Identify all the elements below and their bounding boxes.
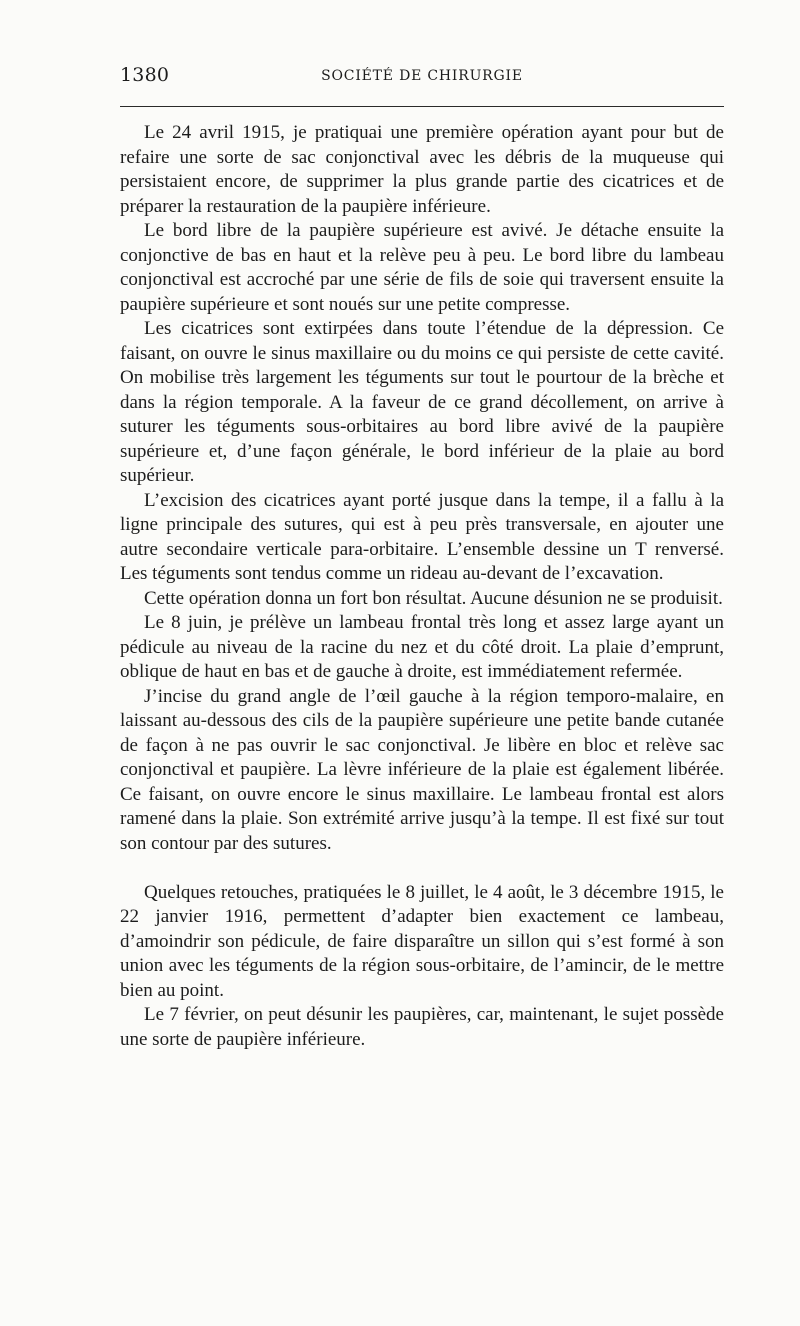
paragraph-7: J’incise du grand angle de l’œil gauche à la région temporo-malaire, en laissant au-dessous des cils de la paupière supérieure une petite bande cutanée de façon à ne pas ouvrir le sac conjonctival. Je libère en bloc et relève sac conjonctival et paupière. La lèvre inférieure de la plaie est également libérée. Ce faisant, on ouvre encore le sinus maxillaire. Le lambeau frontal est alors ramené dans la plaie. Son extrémité arrive jusqu’à la tempe. Il est fixé sur tout son contour par des sutures.	[120, 685, 724, 854]
paragraph-8: Quelques retouches, pratiquées le 8 juillet, le 4 août, le 3 décembre 1915, le 22 janvier 1916, permettent d’adapter bien exactement ce lambeau, d’amoindrir son pédicule, de faire disparaître un sillon qui s’est formé à son union avec les téguments de la région sous-orbitaire, de l’amincir, de le mettre bien au point.	[120, 881, 724, 1001]
paragraph-9: Le 7 février, on peut désunir les paupières, car, maintenant, le sujet possède une sorte de paupière inférieure.	[120, 1004, 724, 1050]
paragraph-4: L’excision des cicatrices ayant porté jusque dans la tempe, il a fallu à la ligne principale des sutures, qui est à peu près transversale, en ajouter une autre secondaire verticale para-orbitaire. L’ensemble dessine un T renversé. Les téguments sont tendus comme un rideau au-devant de l’excavation.	[120, 489, 724, 584]
running-head: SOCIÉTÉ DE CHIRURGIE	[321, 68, 523, 84]
paragraph-1: Le 24 avril 1915, je pratiquai une première opération ayant pour but de refaire une sorte de sac conjonctival avec les débris de la muqueuse qui persistaient encore, de supprimer la plus grande partie des cicatrices et de préparer la restauration de la paupière inférieure.	[120, 122, 724, 217]
page-number: 1380	[120, 64, 170, 86]
page-header	[120, 64, 724, 98]
paragraph-6: Le 8 juin, je prélève un lambeau frontal très long et assez large ayant un pédicule au niveau de la racine du nez et du côté droit. La plaie d’emprunt, oblique de haut en bas et de gauche à droite, est immédiatement refermée.	[120, 612, 724, 682]
paragraph-3: Les cicatrices sont extirpées dans toute l’étendue de la dépression. Ce faisant, on ouvre le sinus maxillaire ou du moins ce qui persiste de cette cavité. On mobilise très largement les téguments sur tout le pourtour de la brèche et dans la région temporale. A la faveur de ce grand décollement, on arrive à suturer les téguments sous-orbitaires au bord libre avivé de la paupière supérieure et, d’une façon générale, le bord inférieur de la plaie au bord supérieur.	[120, 318, 724, 486]
paragraph-2: Le bord libre de la paupière supérieure est avivé. Je détache ensuite la conjonctive de bas en haut et la relève peu à peu. Le bord libre du lambeau conjonctival est accroché par une série de fils de soie qui traversent ensuite la paupière supérieure et sont noués sur une petite compresse.	[120, 220, 724, 315]
body-text	[120, 121, 724, 1052]
paragraph-5: Cette opération donna un fort bon résultat. Aucune désunion ne se produisit.	[144, 587, 723, 609]
header-rule	[120, 106, 724, 107]
